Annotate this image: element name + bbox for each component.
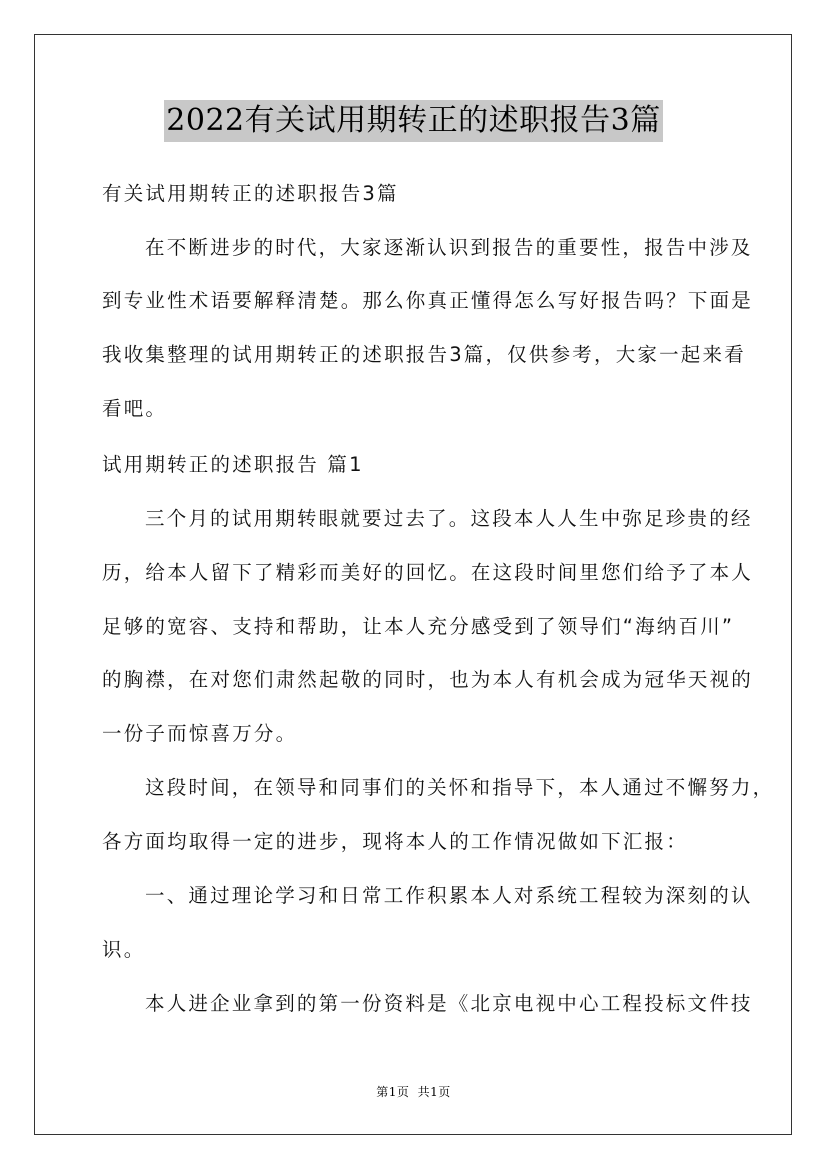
page-total: 共1页: [417, 1085, 451, 1099]
page-footer: [0, 1083, 827, 1100]
document-title: 2022有关试用期转正的述职报告3篇: [164, 100, 662, 142]
paragraph-line: 到专业性术语要解释清楚。那么你真正懂得怎么写好报告吗？下面是: [102, 289, 754, 312]
paragraph-line: 这段时间，在领导和同事们的关怀和指导下，本人通过不懈努力，: [145, 776, 775, 799]
paragraph-line: 各方面均取得一定的进步，现将本人的工作情况做如下汇报：: [102, 830, 688, 853]
subtitle-line: 有关试用期转正的述职报告3篇: [102, 182, 399, 205]
paragraph-line: 在不断进步的时代，大家逐渐认识到报告的重要性，报告中涉及: [145, 236, 753, 259]
paragraph-line: 三个月的试用期转眼就要过去了。这段本人人生中弥足珍贵的经: [145, 507, 753, 530]
paragraph-line: 历，给本人留下了精彩而美好的回忆。在这段时间里您们给予了本人: [102, 561, 754, 584]
page-number: 第1页: [376, 1085, 410, 1099]
paragraph-line: 我收集整理的试用期转正的述职报告3篇，仅供参考，大家一起来看: [102, 343, 746, 366]
paragraph-line: 看吧。: [102, 397, 168, 420]
paragraph-line: 足够的宽容、支持和帮助，让本人充分感受到了领导们“海纳百川”: [102, 615, 735, 638]
title-container: [0, 100, 827, 142]
paragraph-line: 识。: [102, 938, 146, 961]
paragraph-line: 一、通过理论学习和日常工作积累本人对系统工程较为深刻的认: [145, 884, 753, 907]
section-heading: 试用期转正的述职报告 篇1: [102, 453, 364, 476]
paragraph-line: 本人进企业拿到的第一份资料是《北京电视中心工程投标文件技: [145, 992, 753, 1015]
paragraph-line: 一份子而惊喜万分。: [102, 722, 298, 745]
paragraph-line: 的胸襟，在对您们肃然起敬的同时，也为本人有机会成为冠华天视的: [102, 668, 754, 691]
